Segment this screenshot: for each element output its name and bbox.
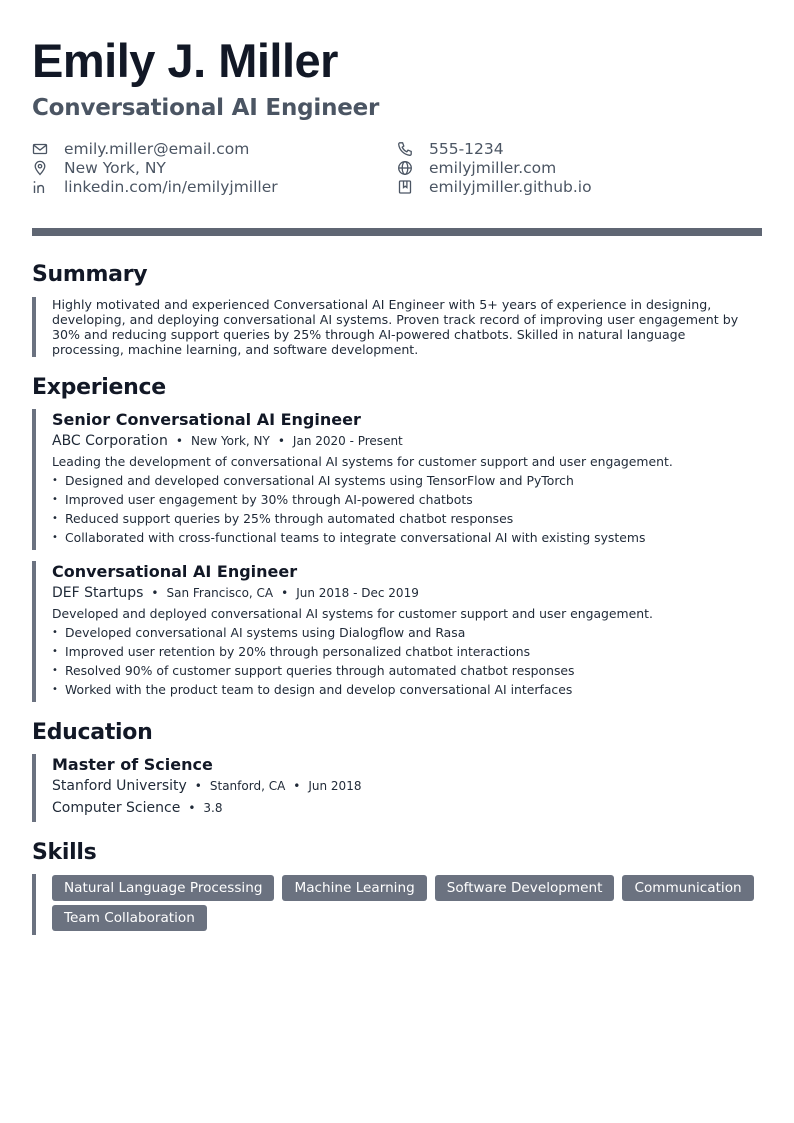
contact-portfolio[interactable]	[397, 177, 592, 196]
mail-icon	[32, 141, 48, 157]
candidate-name: Emily J. Miller	[32, 34, 338, 87]
skill-chip: Natural Language Processing	[52, 875, 274, 901]
list-item: • Reduced support queries by 25% through automated chatbot responses	[52, 509, 762, 528]
education-date: Jun 2018	[308, 779, 362, 793]
list-item: • Improved user retention by 20% through personalized chatbot interactions	[52, 642, 762, 661]
portfolio-text: emilyjmiller.github.io	[429, 177, 592, 196]
website-text: emilyjmiller.com	[429, 158, 557, 177]
education-degree: Master of Science	[52, 755, 213, 774]
contact-phone[interactable]	[397, 139, 504, 158]
skill-chip: Communication	[622, 875, 753, 901]
education-location: Stanford, CA	[209, 779, 286, 793]
separator-dot: •	[151, 586, 159, 600]
contact-email[interactable]	[32, 139, 249, 158]
list-item: • Designed and developed conversational AI systems using TensorFlow and PyTorch	[52, 471, 762, 490]
globe-icon	[397, 160, 413, 176]
list-item: • Resolved 90% of customer support queries through automated chatbot responses	[52, 661, 762, 680]
list-item: • Improved user engagement by 30% through AI-powered chatbots	[52, 490, 762, 509]
skills-list	[52, 875, 758, 931]
phone-icon	[397, 141, 413, 157]
job-position: Conversational AI Engineer	[52, 562, 298, 581]
education-heading: Education	[32, 720, 153, 745]
education-institution: Stanford University	[52, 778, 187, 794]
job-meta	[52, 583, 762, 603]
separator-dot: •	[175, 434, 183, 448]
skills-block	[32, 874, 762, 935]
job-company: ABC Corporation	[52, 433, 168, 449]
linkedin-text: linkedin.com/in/emilyjmiller	[64, 177, 278, 196]
linkedin-icon	[32, 179, 48, 195]
contact-linkedin[interactable]	[32, 177, 278, 196]
job-location: San Francisco, CA	[166, 586, 274, 600]
separator-dot: •	[188, 801, 196, 815]
skills-heading: Skills	[32, 840, 97, 865]
candidate-headline: Conversational AI Engineer	[32, 95, 380, 121]
education-field: Computer Science	[52, 800, 181, 816]
summary-text: Highly motivated and experienced Conversational AI Engineer with 5+ years of experience in designing, developing, and deploying conversational AI systems. Proven track record of improving user engagement by 30% and reducing support queries by 25% through AI-powered chatbots. Skilled in natural language processing, machine learning, and software development.	[52, 297, 739, 357]
job-meta	[52, 431, 762, 451]
list-item: • Collaborated with cross-functional teams to integrate conversational AI with existing systems	[52, 528, 762, 547]
bookmark-book-icon	[397, 179, 413, 195]
separator-dot: •	[281, 586, 289, 600]
job-dates: Jun 2018 - Dec 2019	[296, 586, 419, 600]
job-highlights	[52, 623, 762, 699]
map-pin-icon	[32, 160, 48, 176]
skill-chip: Machine Learning	[282, 875, 426, 901]
education-entry	[32, 754, 762, 822]
experience-heading: Experience	[32, 375, 166, 400]
contact-location	[32, 158, 166, 177]
skill-chip: Team Collaboration	[52, 905, 207, 931]
education-meta	[52, 776, 762, 796]
job-dates: Jan 2020 - Present	[292, 434, 403, 448]
separator-dot: •	[277, 434, 285, 448]
job-location: New York, NY	[190, 434, 270, 448]
list-item: • Developed conversational AI systems using Dialogflow and Rasa	[52, 623, 762, 642]
separator-dot: •	[194, 779, 202, 793]
education-field-row	[52, 798, 762, 818]
contact-info	[32, 139, 762, 199]
email-text: emily.miller@email.com	[64, 139, 250, 158]
skill-chip: Software Development	[435, 875, 615, 901]
list-item: • Worked with the product team to design and develop conversational AI interfaces	[52, 680, 762, 699]
location-text: New York, NY	[64, 158, 166, 177]
summary-block	[32, 297, 762, 357]
experience-entry	[32, 409, 762, 550]
summary-heading: Summary	[32, 262, 148, 287]
job-description: Developed and deployed conversational AI systems for customer support and user engagement.	[52, 606, 653, 621]
experience-entry	[32, 561, 762, 702]
education-gpa: 3.8	[203, 801, 223, 815]
header-divider	[32, 228, 762, 236]
job-company: DEF Startups	[52, 585, 144, 601]
phone-text: 555-1234	[429, 139, 504, 158]
job-position: Senior Conversational AI Engineer	[52, 410, 361, 429]
job-description: Leading the development of conversational AI systems for customer support and user engagement.	[52, 454, 673, 469]
contact-website[interactable]	[397, 158, 556, 177]
separator-dot: •	[293, 779, 301, 793]
job-highlights	[52, 471, 762, 547]
